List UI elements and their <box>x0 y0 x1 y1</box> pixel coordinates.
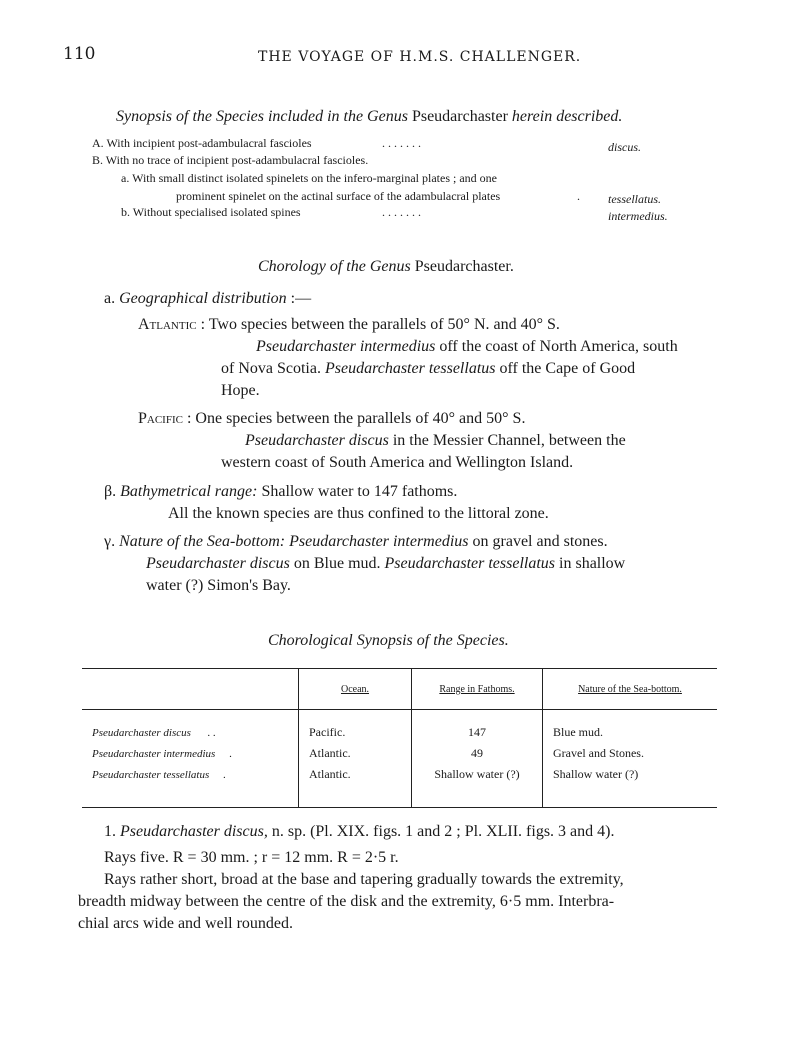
atlantic-line-3: of Nova Scotia. Pseudarchaster tessellatus off the Cape of Good <box>221 360 636 377</box>
ocean-cell: Atlantic. <box>299 743 412 764</box>
synopsis-title: Synopsis of the Species included in the Genus Pseudarchaster herein described. <box>116 108 623 125</box>
synopsis-line-b: B. With no trace of incipient post-adambulacral fascioles. <box>92 153 369 167</box>
synopsis-dots-b: . . . . . . . <box>382 205 421 219</box>
range-cell: 49 <box>412 743 543 764</box>
ocean-cell: Atlantic. <box>299 764 412 785</box>
sea-bottom-cell: Shallow water (?) <box>543 764 718 785</box>
pacific-line-2: Pseudarchaster discus in the Messier Channel, between the <box>245 432 626 449</box>
sea-bottom-cell: Gravel and Stones. <box>543 743 718 764</box>
gamma-heading: γ. Nature of the Sea-bottom: Pseudarchaster intermedius on gravel and stones. <box>104 533 608 550</box>
table-header-sea-bottom: Nature of the Sea-bottom. <box>543 669 718 710</box>
atlantic-line-1: Atlantic : Two species between the parallels of 50° N. and 40° S. <box>138 316 560 333</box>
table-header-ocean: Ocean. <box>299 669 412 710</box>
gamma-line-3: water (?) Simon's Bay. <box>146 577 291 594</box>
species-description-line-3: chial arcs wide and well rounded. <box>78 915 294 932</box>
synopsis-dots-a: . . . . . . . <box>382 136 421 150</box>
species-entry-heading: 1. Pseudarchaster discus, n. sp. (Pl. XIX. figs. 1 and 2 ; Pl. XLII. figs. 3 and 4). <box>104 823 615 840</box>
page-number: 110 <box>63 44 96 64</box>
table-header-range: Range in Fathoms. <box>412 669 543 710</box>
pacific-line-1: Pacific : One species between the parallels of 40° and 50° S. <box>138 410 526 427</box>
range-cell: Shallow water (?) <box>412 764 543 785</box>
beta-line-2: All the known species are thus confined to the littoral zone. <box>168 505 549 522</box>
species-description-line-2: breadth midway between the centre of the disk and the extremity, 6·5 mm. Interbra- <box>78 893 615 910</box>
range-cell: 147 <box>412 722 543 743</box>
synopsis-line-b-b: b. Without specialised isolated spines <box>121 205 301 219</box>
sea-bottom-cell: Blue mud. <box>543 722 718 743</box>
table-header <box>82 669 299 710</box>
synopsis-line-a: A. With incipient post-adambulacral fascioles <box>92 136 312 150</box>
synopsis-species-intermedius: intermedius. <box>608 209 668 223</box>
pacific-line-3: western coast of South America and Wellington Island. <box>221 454 574 471</box>
beta-heading: β. Bathymetrical range: Shallow water to 147 fathoms. <box>104 483 458 500</box>
species-cell: Pseudarchaster tessellatus . <box>92 768 226 781</box>
atlantic-line-2: Pseudarchaster intermedius off the coast of North America, south <box>256 338 678 355</box>
synopsis-species-tessellatus: tessellatus. <box>608 192 661 206</box>
synopsis-species-discus: discus. <box>608 140 641 154</box>
synopsis-line-b-a: a. With small distinct isolated spinelets on the infero-marginal plates ; and one <box>121 171 497 185</box>
gamma-line-2: Pseudarchaster discus on Blue mud. Pseudarchaster tessellatus in shallow <box>146 555 626 572</box>
synopsis-dots-tessellatus: . <box>577 189 580 203</box>
species-description-line-1: Rays rather short, broad at the base and tapering gradually towards the extremity, <box>104 871 624 888</box>
alpha-heading: a. Geographical distribution :— <box>104 290 312 307</box>
ocean-cell: Pacific. <box>299 722 412 743</box>
synopsis-line-b-a-cont: prominent spinelet on the actinal surface of the adambulacral plates <box>176 189 501 203</box>
table-row <box>82 764 717 785</box>
chorological-synopsis-table <box>82 668 717 808</box>
table-row <box>82 743 717 764</box>
table-row <box>82 722 717 743</box>
species-cell: Pseudarchaster intermedius . <box>92 747 232 760</box>
atlantic-line-4: Hope. <box>221 382 260 399</box>
chorological-synopsis-title: Chorological Synopsis of the Species. <box>268 632 509 649</box>
chorology-title: Chorology of the Genus Pseudarchaster. <box>258 258 514 275</box>
running-title: THE VOYAGE OF H.M.S. CHALLENGER. <box>258 49 582 65</box>
species-measurements: Rays five. R = 30 mm. ; r = 12 mm. R = 2·5 r. <box>104 849 399 866</box>
species-cell: Pseudarchaster discus . . <box>92 726 216 739</box>
